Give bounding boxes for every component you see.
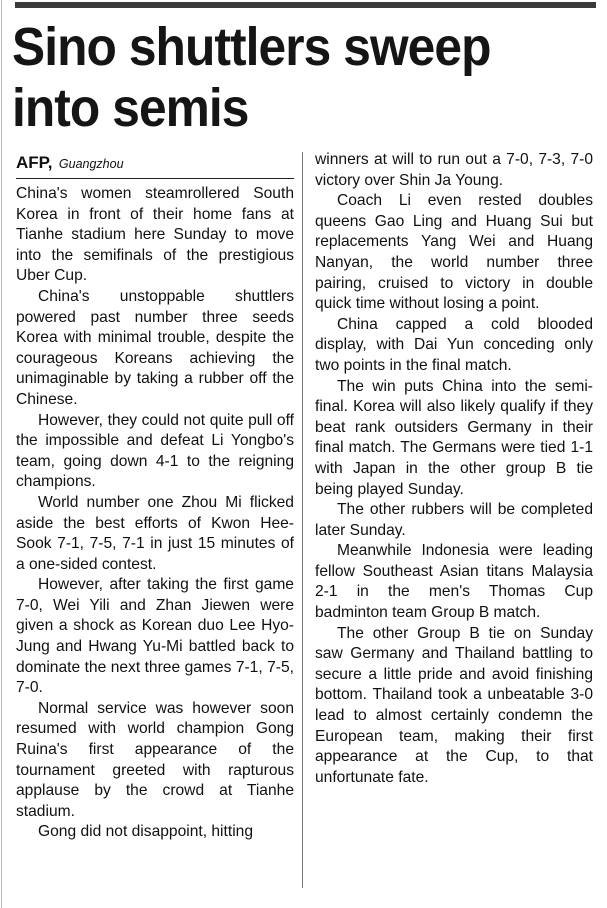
paragraph: Normal service was however soon resumed with world champion Gong Ruina's first appearance of the tournament greeted with rapturous applause by the crowd at Tianhe stadium. (16, 699, 294, 820)
article-column-right (315, 150, 593, 788)
headline-line-2: into semis (12, 78, 249, 138)
paragraph: The other rubbers will be completed later Sunday. (315, 501, 593, 539)
paragraph: Gong did not disappoint, hitting (38, 823, 254, 841)
headline (12, 17, 555, 139)
byline-dateline: Guangzhou (58, 157, 124, 171)
paragraph: However, they could not quite pull off the impossible and defeat Li Yongbo's team, going down 4-1 to the reigning champions. (16, 411, 294, 491)
paragraph: The win puts China into the semi-final. Korea will also likely qualify if they beat rank outsiders Germany in their final match. The Germans were tied 1-1 with Japan in the other group B tie being played Sunday. (315, 377, 593, 498)
paragraph: World number one Zhou Mi flicked aside the best efforts of Kwon Hee-Sook 7-1, 7-5, 7-1 in just 15 minutes of a one-sided contest. (16, 493, 294, 573)
paragraph: China's unstoppable shuttlers powered past number three seeds Korea with minimal trouble, despite the courageous Koreans achieving the unimaginable by taking a rubber off the Chinese. (16, 287, 294, 408)
paragraph: Meanwhile Indonesia were leading fellow Southeast Asian titans Malaysia 2-1 in the men's Thomas Cup badminton team Group B match. (315, 542, 593, 622)
paragraph-continuation: winners at will to run out a 7-0, 7-3, 7-0 victory over Shin Ja Young. (315, 151, 593, 189)
paragraph: Coach Li even rested doubles queens Gao Ling and Huang Sui but replacements Yang Wei and Huang Nanyan, the world number three pairing, cruised to victory in double quick time without losing a point. (315, 192, 593, 313)
paragraph: China capped a cold blooded display, with Dai Yun conceding only two points in the final match. (315, 315, 593, 374)
headline-line-1: Sino shuttlers sweep (12, 17, 491, 77)
byline-agency: AFP, (16, 153, 53, 172)
paragraph: China's women steamrollered South Korea in front of their home fans at Tianhe stadium here Sunday to move into the semifinals of the prestigious Uber Cup. (16, 185, 294, 285)
article-column-left (16, 153, 294, 843)
page-edge-line (1, 0, 2, 908)
paragraph: However, after taking the first game 7-0, Wei Yili and Zhan Jiewen were given a shock as Korean duo Lee Hyo-Jung and Hwang Yu-Mi battled back to dominate the next three games 7-1, 7-5, 7-0. (16, 576, 294, 697)
paragraph: The other Group B tie on Sunday saw Germany and Thailand battling to secure a little pride and avoid finishing bottom. Thailand took a unbeatable 3-0 lead to almost certainly condemn the European team, making their first appearance at the Cup, to that unfortunate fate. (315, 624, 593, 786)
column-divider (302, 152, 303, 888)
byline (16, 153, 294, 179)
top-rule (15, 2, 596, 8)
